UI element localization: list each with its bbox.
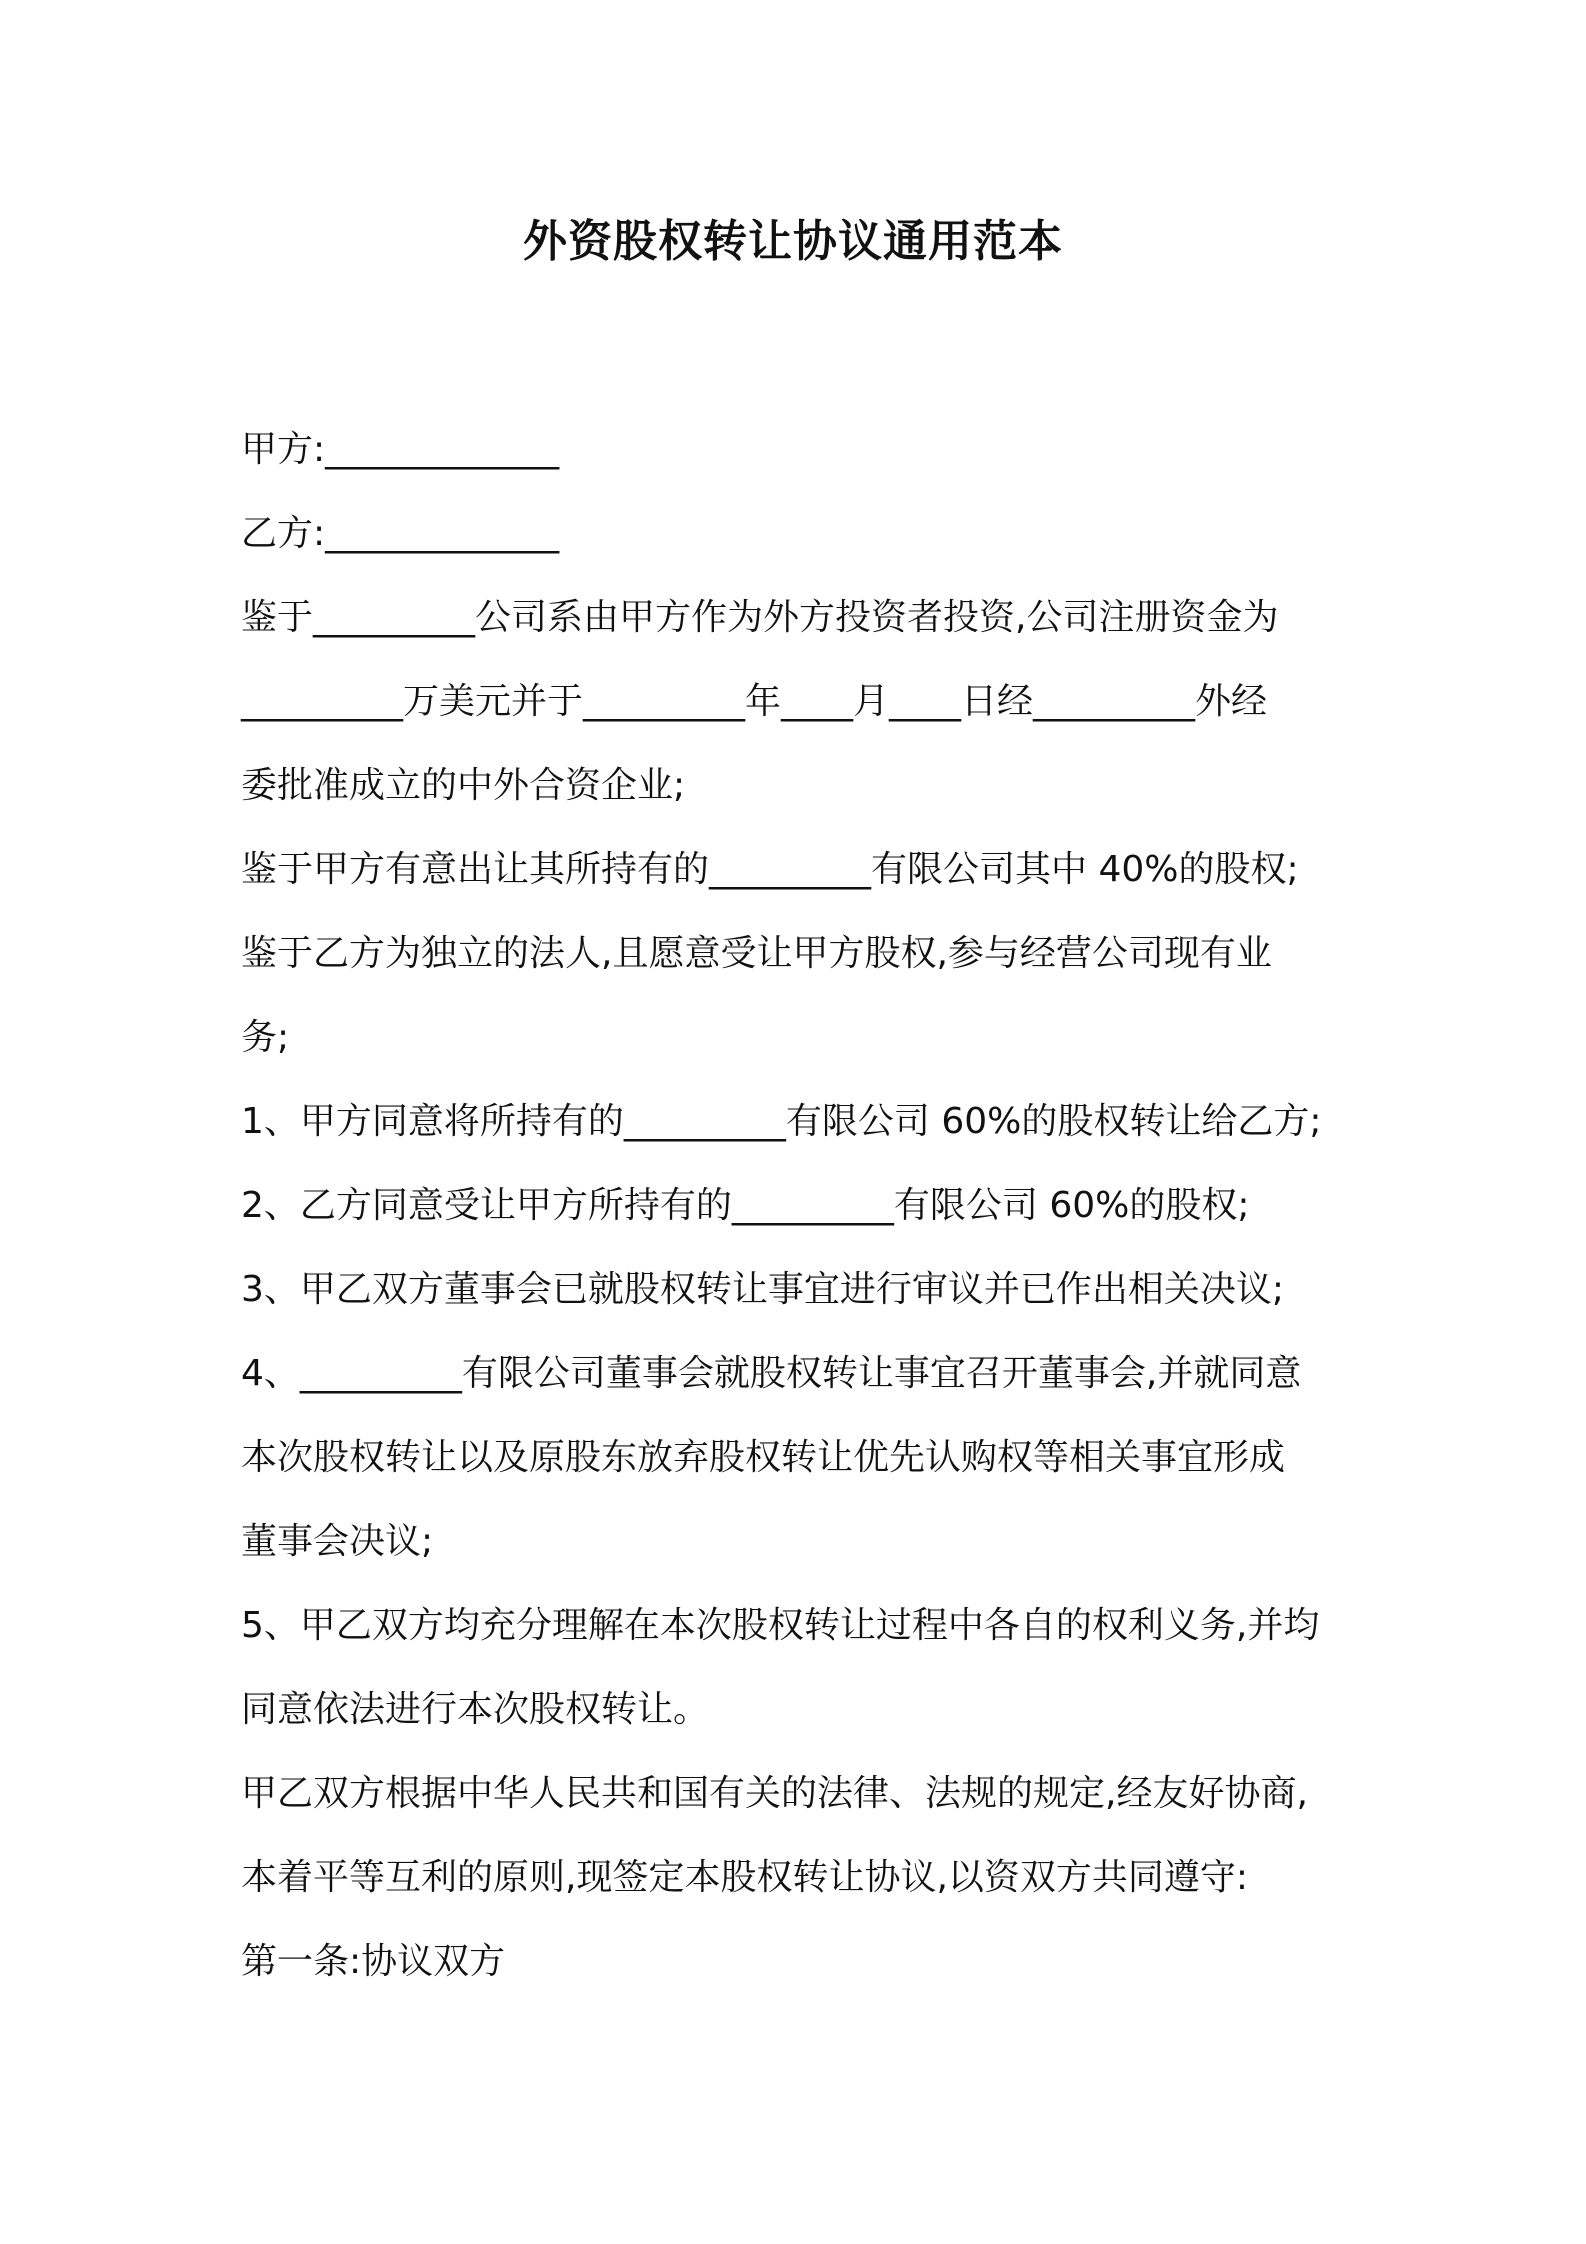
clause-4-line-1: 4、_________有限公司董事会就股权转让事宜召开董事会,并就同意 [241, 1353, 1302, 1394]
recital-1-line-1: 鉴于_________公司系由甲方作为外方投资者投资,公司注册资金为 [241, 597, 1279, 638]
clause-2-line: 2、乙方同意受让甲方所持有的_________有限公司 60%的股权; [241, 1185, 1250, 1226]
agreement-intro-line-2: 本着平等互利的原则,现签定本股权转让协议,以资双方共同遵守: [241, 1857, 1249, 1898]
clause-4-line-3: 董事会决议; [241, 1521, 434, 1562]
agreement-intro-line-1: 甲乙双方根据中华人民共和国有关的法律、法规的规定,经友好协商, [241, 1773, 1308, 1814]
clause-5-line-1: 5、甲乙双方均充分理解在本次股权转让过程中各自的权利义务,并均 [241, 1605, 1320, 1646]
recital-1-line-2: _________万美元并于_________年____月____日经_________外经 [241, 681, 1268, 722]
recital-1-line-3: 委批准成立的中外合资企业; [241, 765, 686, 806]
document-title: 外资股权转让协议通用范本 [523, 216, 1063, 267]
clause-5-line-2: 同意依法进行本次股权转让。 [241, 1689, 710, 1730]
article-1-heading: 第一条:协议双方 [241, 1941, 506, 1982]
clause-1-line: 1、甲方同意将所持有的_________有限公司 60%的股权转让给乙方; [241, 1101, 1322, 1142]
clause-4-line-2: 本次股权转让以及原股东放弃股权转让优先认购权等相关事宜形成 [241, 1437, 1286, 1478]
document-body [241, 408, 1361, 2004]
clause-3-line: 3、甲乙双方董事会已就股权转让事宜进行审议并已作出相关决议; [241, 1269, 1285, 1310]
recital-3-line-2: 务; [241, 1017, 290, 1058]
recital-3-line-1: 鉴于乙方为独立的法人,且愿意受让甲方股权,参与经营公司现有业 [241, 933, 1272, 974]
recital-2-line: 鉴于甲方有意出让其所持有的_________有限公司其中 40%的股权; [241, 849, 1299, 890]
party-b-line: 乙方:_____________ [241, 513, 560, 554]
party-a-line: 甲方:_____________ [241, 429, 560, 470]
